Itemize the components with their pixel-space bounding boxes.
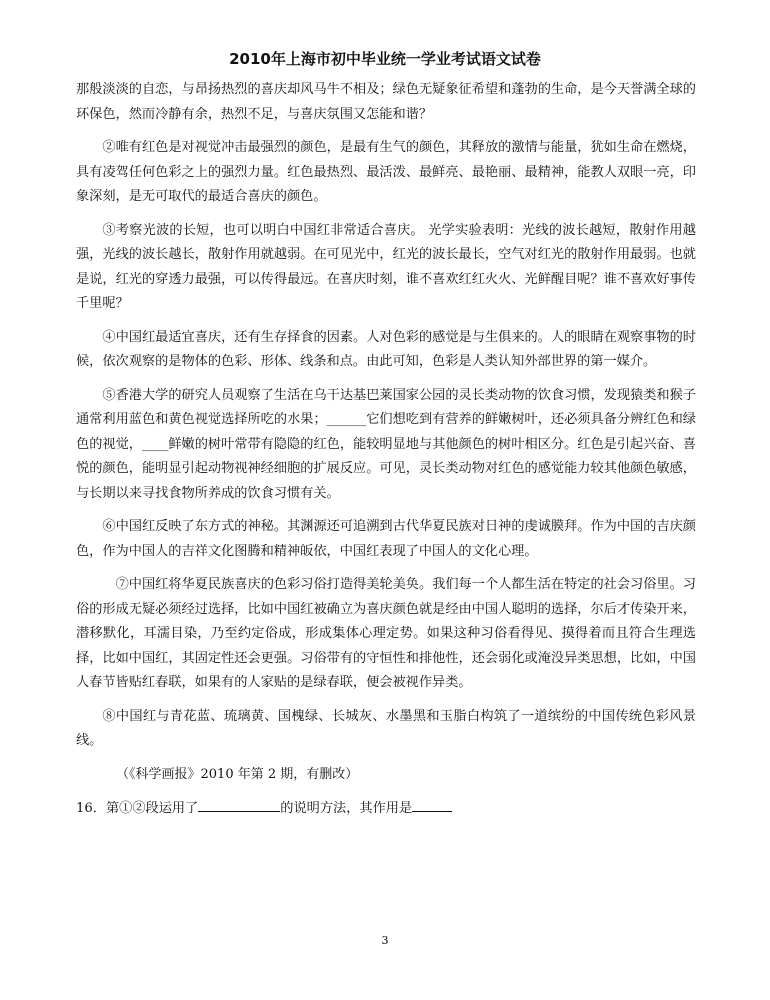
source-citation: （《科学画报》2010 年第 2 期，有删改） [116, 766, 359, 782]
paragraph-5: ⑤香港大学的研究人员观察了生活在乌干达基巴莱国家公园的灵长类动物的饮食习惯，发现猿类和猴子通常利用蓝色和黄色视觉选择所吃的水果；______它们想吃到有营养的鲜嫩树叶，还必须具备分辨红色和绿色的视觉，____鲜嫩的树叶常带有隐隐的红色，能较明显地与其他颜色的树叶相区分。红色是引起兴奋、喜悦的颜色，能明显引起动物视神经细胞的扩展反应。可见，灵长类动物对红色的感觉能力较其他颜色敏感，与长期以来寻找食物所养成的饮食习惯有关。 [76, 387, 696, 501]
paragraph-7: ⑦中国红将华夏民族喜庆的色彩习俗打造得美轮美奂。我们每一个人都生活在特定的社会习俗里。习俗的形成无疑必须经过选择，比如中国红被确立为喜庆颜色就是经由中国人聪明的选择，尔后才传染开来，潜移默化，耳濡目染，乃至约定俗成，形成集体心理定势。如果这种习俗看得见、摸得着而且符合生理选择，比如中国红，其固定性还会更强。习俗带有的守恒性和排他性，还会弱化或淹没异类思想，比如，中国人春节皆贴红春联，如果有的人家贴的是绿春联，便会被视作异类。 [76, 577, 696, 690]
page-number: 3 [381, 934, 389, 947]
answer-blank-method[interactable] [198, 796, 280, 812]
paragraph-2: ②唯有红色是对视觉冲击最强烈的颜色，是最有生气的颜色，其释放的激情与能量，犹如生命在燃烧，具有凌驾任何色彩之上的强烈力量。红色最热烈、最活泼、最鲜亮、最艳丽、最精神，能教人双眼一亮，印象深刻，是无可取代的最适合喜庆的颜色。 [76, 140, 696, 204]
article-body [76, 78, 696, 821]
paragraph-4: ④中国红最适宜喜庆，还有生存择食的因素。人对色彩的感觉是与生俱来的。人的眼睛在观察事物的时候，依次观察的是物体的色彩、形体、线条和点。由此可知，色彩是人类认知外部世界的第一媒介。 [76, 329, 696, 369]
paragraph-1-continued: 那般淡淡的自恋，与昂扬热烈的喜庆却风马牛不相及；绿色无疑象征希望和蓬勃的生命，是今天誉满全球的环保色，然而冷静有余，热烈不足，与喜庆氛围又怎能和谐？ [76, 82, 696, 122]
question-16-prefix: 16．第①②段运用了 [76, 800, 199, 816]
question-16-middle: 的说明方法，其作用是 [280, 800, 413, 816]
paragraph-8: ⑧中国红与青花蓝、琉璃黄、国槐绿、长城灰、水墨黑和玉脂白构筑了一道缤纷的中国传统色彩风景线。 [76, 708, 696, 748]
question-16 [76, 796, 696, 821]
paragraph-6: ⑥中国红反映了东方式的神秘。其渊源还可追溯到古代华夏民族对日神的虔诚膜拜。作为中国的吉庆颜色，作为中国人的吉祥文化图腾和精神皈依，中国红表现了中国人的文化心理。 [76, 519, 696, 559]
answer-blank-effect[interactable] [412, 796, 452, 812]
paragraph-3: ③考察光波的长短，也可以明白中国红非常适合喜庆。 光学实验表明：光线的波长越短，散射作用越强，光线的波长越长，散射作用就越弱。在可见光中，红光的波长最长，空气对红光的散射作用最弱。也就是说，红光的穿透力最强，可以传得最远。在喜庆时刻，谁不喜欢红红火火、光鲜醒目呢？谁不喜欢好事传千里呢？ [76, 222, 696, 311]
exam-title: 2010年上海市初中毕业统一学业考试语文试卷 [229, 50, 541, 68]
